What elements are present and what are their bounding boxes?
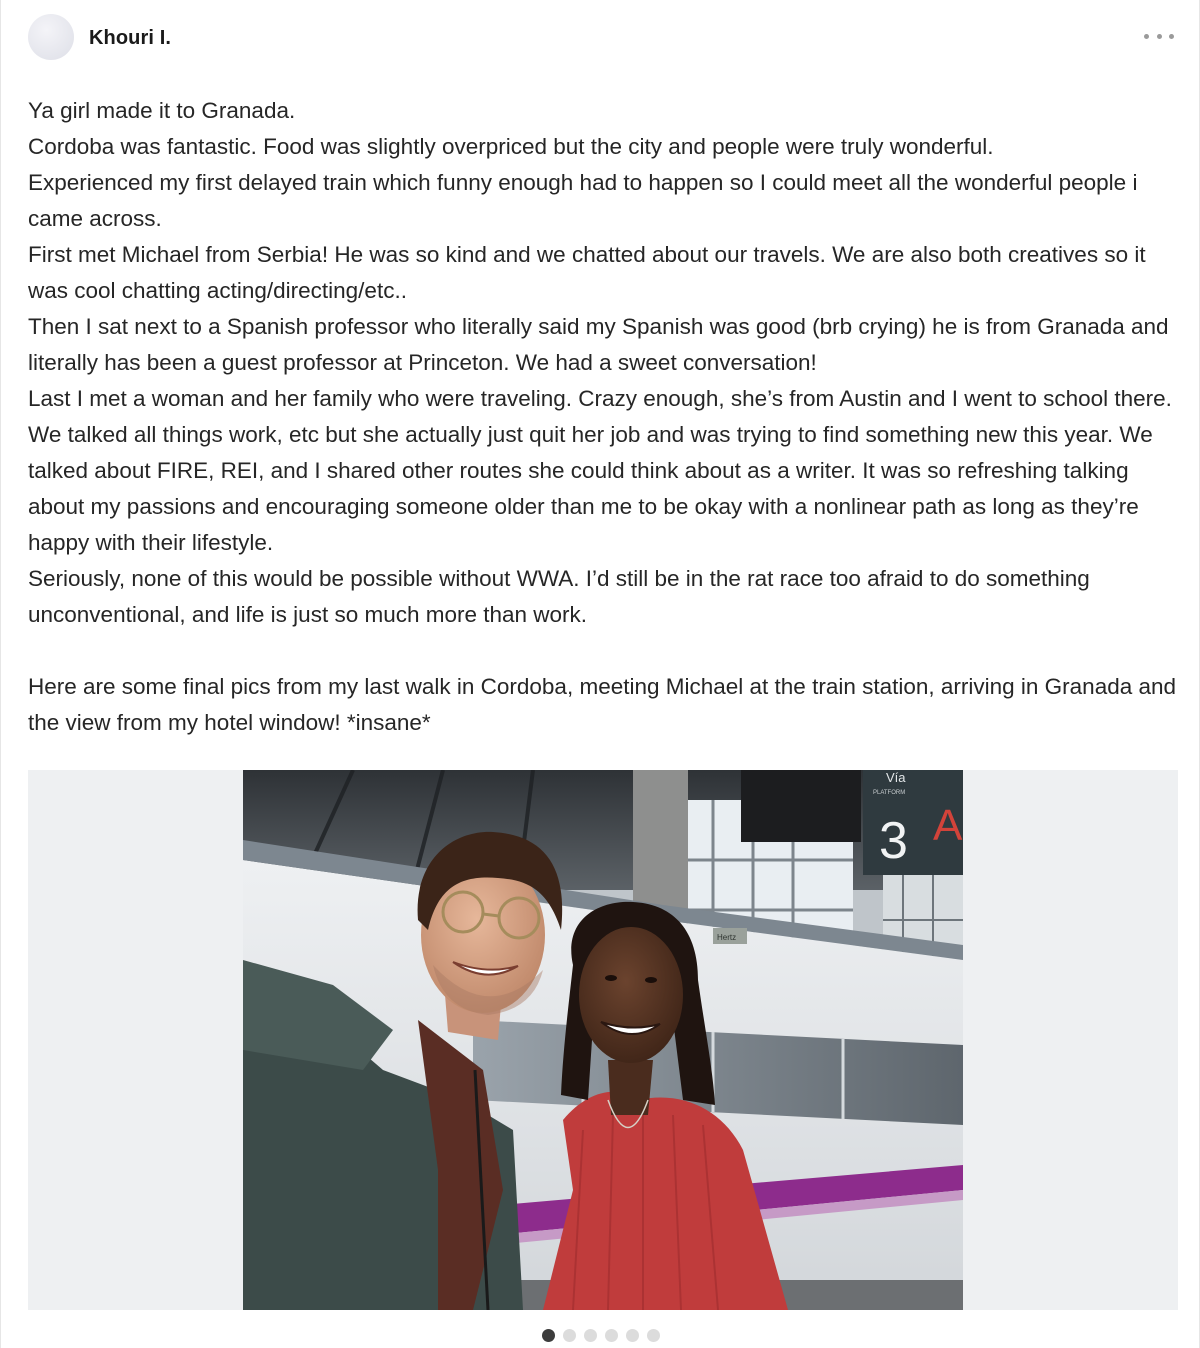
carousel-dot-3[interactable] [584, 1329, 597, 1342]
post-paragraph: Cordoba was fantastic. Food was slightly overpriced but the city and people were truly wonderful. [28, 134, 994, 159]
author-name[interactable]: Khouri I. [89, 27, 172, 49]
avatar[interactable] [28, 14, 74, 60]
ellipsis-icon[interactable] [1144, 24, 1174, 48]
post-paragraph: Experienced my first delayed train which funny enough had to happen so I could meet all the wonderful people i came across. [28, 170, 1138, 231]
post-paragraph: Ya girl made it to Granada. [28, 98, 296, 123]
carousel-dot-1[interactable] [542, 1329, 555, 1342]
gallery-photo[interactable] [243, 770, 963, 1310]
carousel-dot-5[interactable] [626, 1329, 639, 1342]
platform-sign-label: PLATFORM [873, 790, 906, 796]
carousel-dot-2[interactable] [563, 1329, 576, 1342]
ellipsis-dot [1157, 34, 1162, 39]
station-sign: Hertz [717, 933, 737, 942]
ellipsis-dot [1144, 34, 1149, 39]
post-paragraph: First met Michael from Serbia! He was so kind and we chatted about our travels. We are also both creatives so it was cool chatting acting/directing/etc.. [28, 242, 1146, 303]
post-body [28, 93, 1178, 741]
platform-sign-letter: A [933, 801, 963, 850]
post-paragraph: Here are some final pics from my last walk in Cordoba, meeting Michael at the train station, arriving in Granada and the view from my hotel window! *insane* [28, 674, 1177, 735]
blank-line [28, 633, 1178, 669]
post-header [28, 14, 1174, 62]
post-paragraph: Then I sat next to a Spanish professor who literally said my Spanish was good (brb crying) he is from Granada and literally has been a guest professor at Princeton. We had a sweet conversation! [28, 314, 1169, 375]
carousel-pagination [1, 1329, 1200, 1343]
carousel-dot-4[interactable] [605, 1329, 618, 1342]
post-paragraph: Seriously, none of this would be possible without WWA. I’d still be in the rat race too afraid to do something unconventional, and life is just so much more than work. [28, 566, 1090, 627]
ellipsis-dot [1169, 34, 1174, 39]
platform-sign-number: 3 [879, 812, 908, 870]
selfie-illustration [243, 770, 963, 1310]
platform-sign-brand: Vía [886, 770, 906, 785]
carousel-dot-6[interactable] [647, 1329, 660, 1342]
post-paragraph: Last I met a woman and her family who were traveling. Crazy enough, she’s from Austin and I went to school there. We talked all things work, etc but she actually just quit her job and was trying to find something new this year. We talked about FIRE, REI, and I shared other routes she could think about as a writer. It was so refreshing talking about my passions and encouraging someone older than me to be okay with a nonlinear path as long as they’re happy with their lifestyle. [28, 386, 1172, 555]
image-gallery[interactable] [28, 770, 1178, 1310]
